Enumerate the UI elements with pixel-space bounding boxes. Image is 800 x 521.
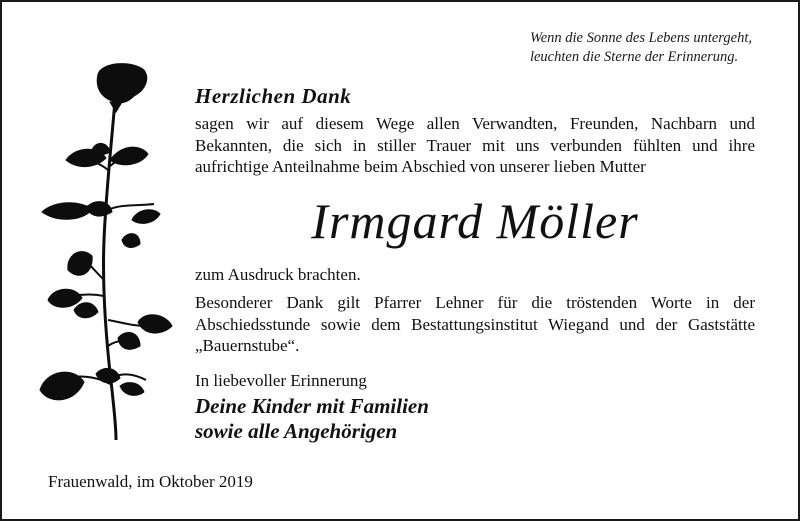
- paragraph-expressed: zum Ausdruck brachten.: [195, 265, 361, 284]
- motto-line-2: leuchten die Sterne der Erinnerung.: [529, 49, 739, 65]
- heading-thanks: Herzlichen Dank: [195, 84, 352, 108]
- signature-line-2: sowie alle Angehörigen: [195, 419, 398, 443]
- motto-line-1: Wenn die Sonne des Lebens untergeht,: [529, 30, 752, 46]
- deceased-name: Irmgard Möller: [311, 193, 639, 249]
- place-date: Frauenwald, im Oktober 2019: [48, 472, 253, 491]
- paragraph-thanks: sagen wir auf diesem Wege allen Verwandten, Freunden, Nachbarn und Bekannten, die sich in stiller Trauer mit uns verbunden fühlten und ihre aufrichtige Anteilnahme beim Abschied von unserer lieben Mutter: [195, 114, 755, 176]
- rose-icon: [36, 60, 186, 442]
- closing-line: In liebevoller Erinnerung: [195, 371, 367, 390]
- paragraph-special-thanks: Besonderer Dank gilt Pfarrer Lehner für die tröstenden Worte in der Abschiedsstunde sowie dem Bestattungsinstitut Wiegand und der Gaststätte „Bauernstube“.: [195, 293, 755, 355]
- motto: [530, 29, 752, 67]
- signature-line-1: Deine Kinder mit Familien: [195, 394, 429, 418]
